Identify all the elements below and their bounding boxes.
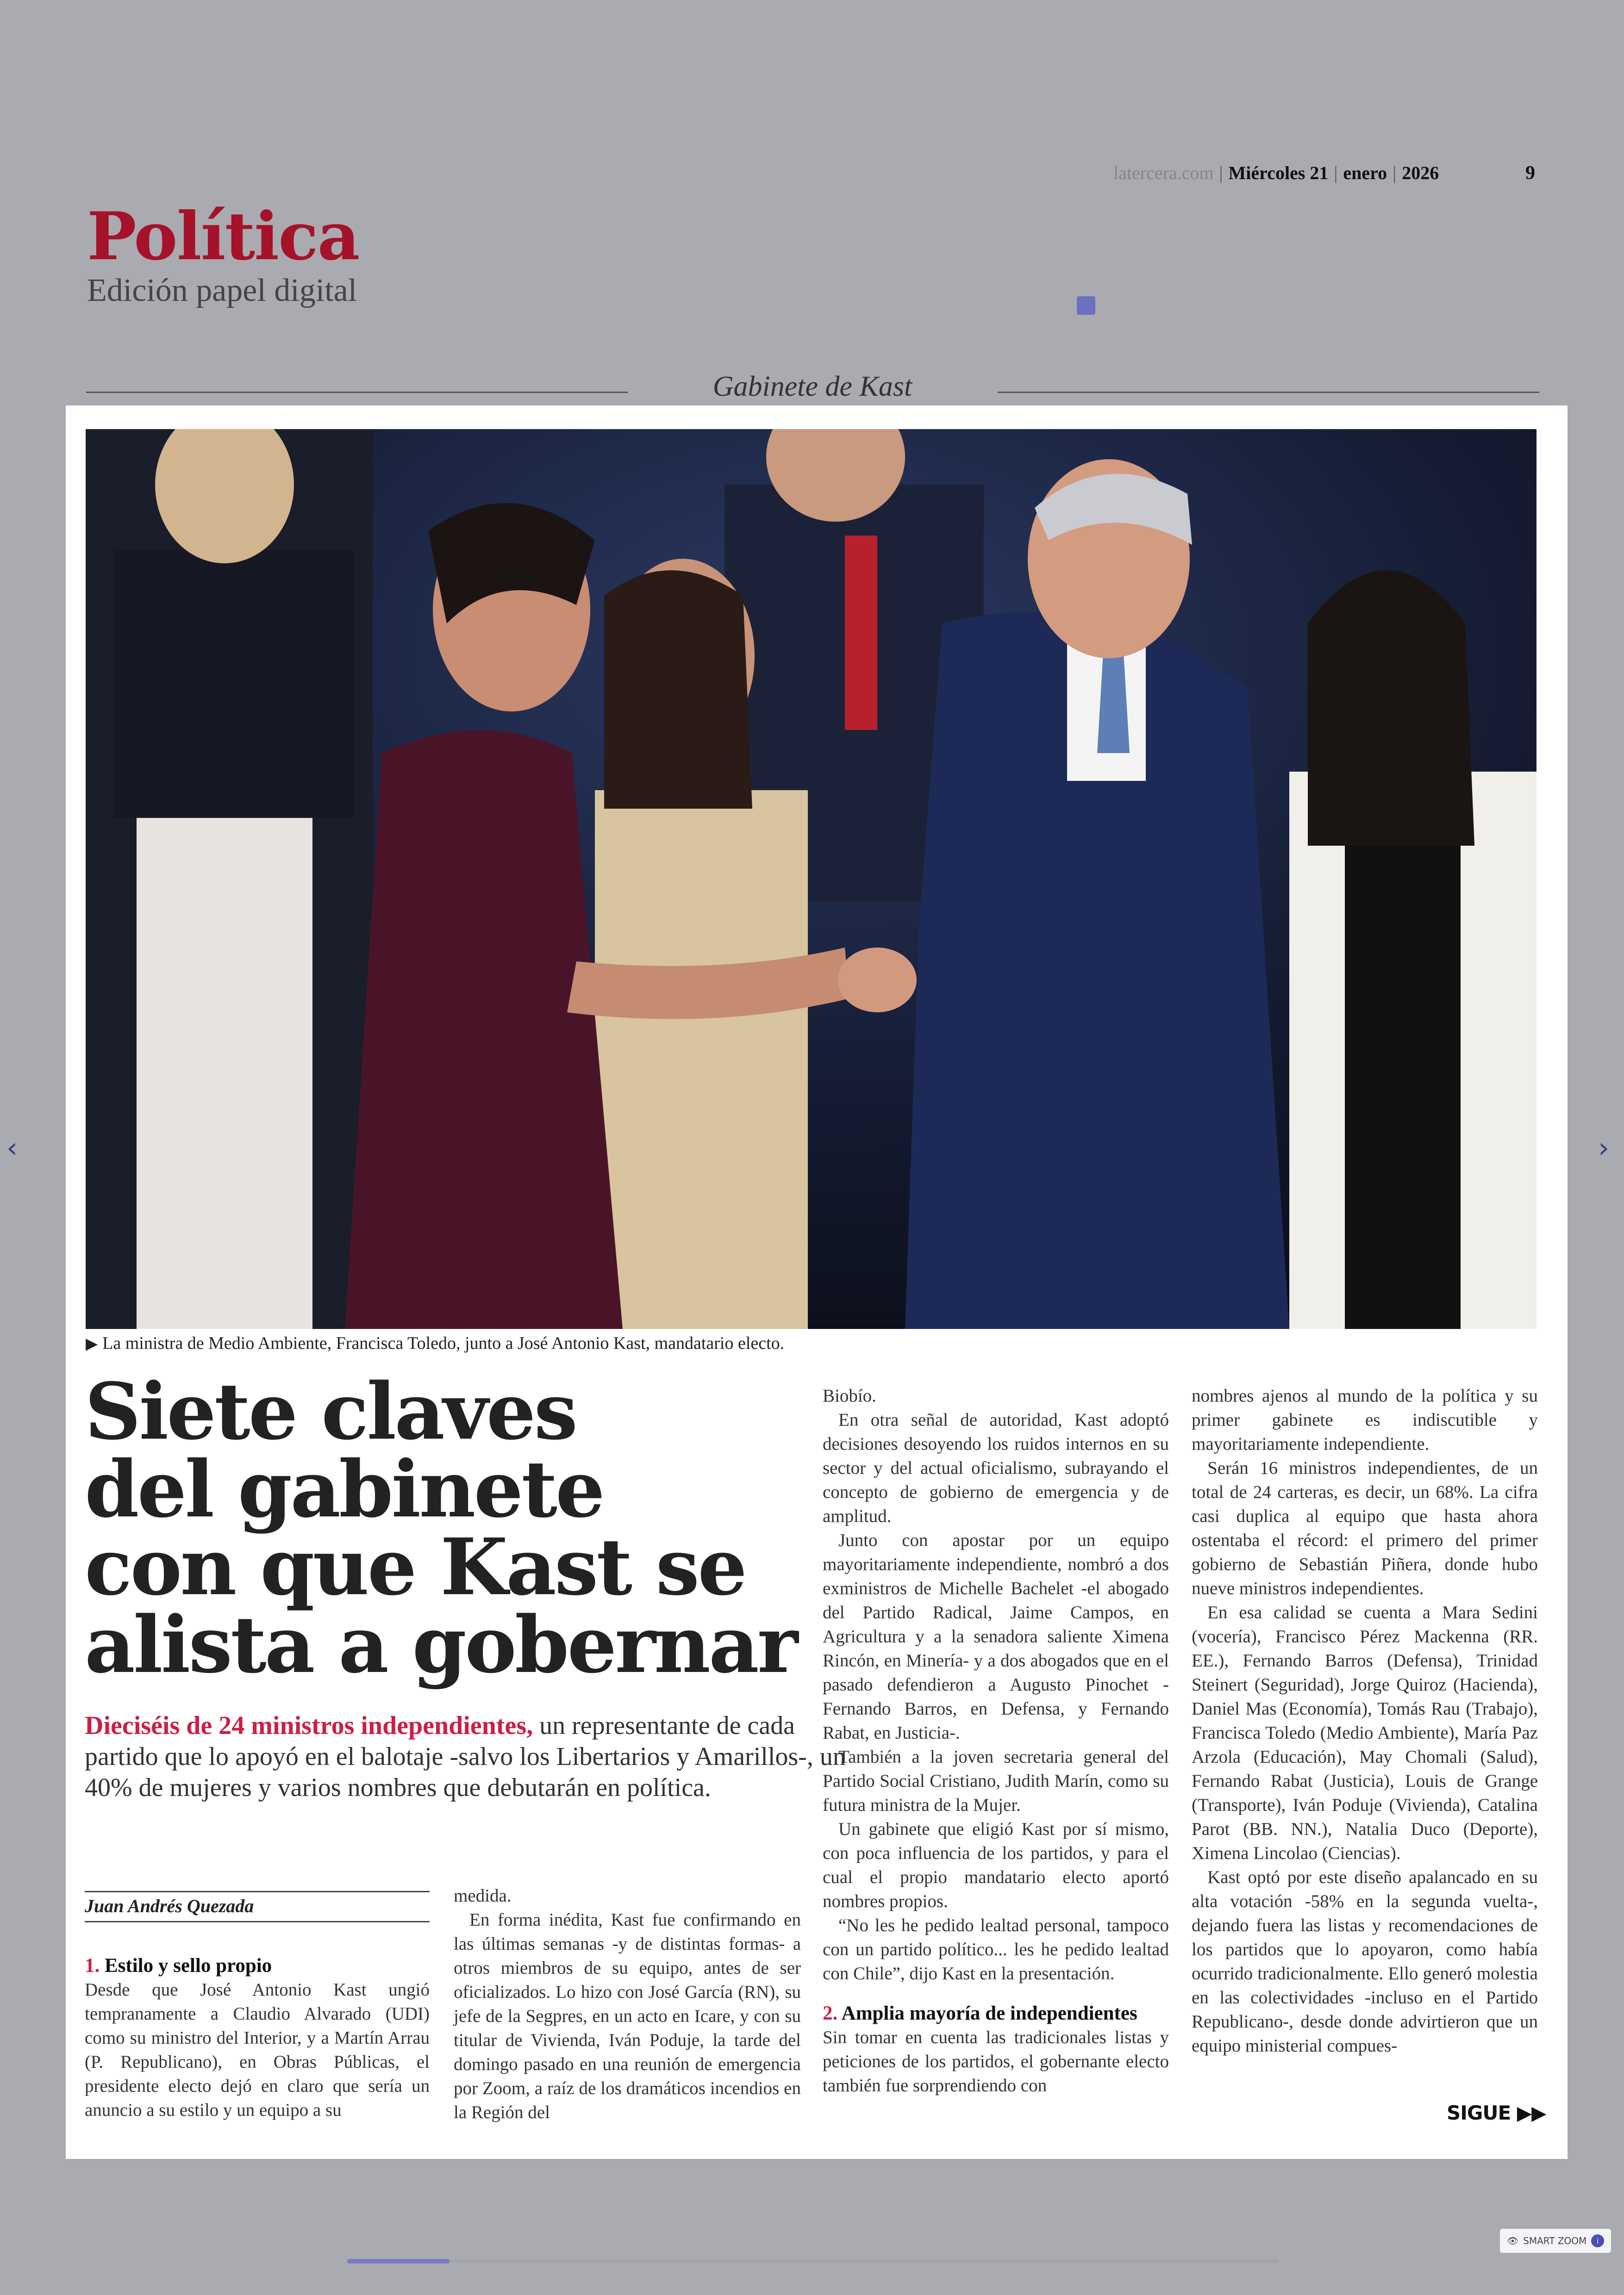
article-column-2 bbox=[454, 1884, 801, 2125]
smart-zoom-label: SMART ZOOM bbox=[1523, 2235, 1587, 2246]
site-date-line: latercera.com | Miércoles 21 | enero | 2026 bbox=[1113, 162, 1439, 183]
headline-line: del gabinete bbox=[85, 1443, 603, 1535]
paragraph: Junto con apostar por un equipo mayoritariamente independiente, nombró a dos exministros de Michelle Bachelet -el abogado del Partido Radical, Jaime Campos, en Agricultura y a la senadora saliente Ximena Rincón, en Minería- y a dos abogados que en el pasado defendieron a Augusto Pinochet -Fernando Barros, en Defensa, y Fernando Rabat, en Justicia-. bbox=[823, 1530, 1169, 1743]
photo-caption bbox=[86, 1333, 784, 1353]
topic-rule-right bbox=[998, 392, 1539, 393]
paragraph: En otra señal de autoridad, Kast adoptó decisiones desoyendo los ruidos internos en su sector y del actual oficialismo, subrayando el concepto de gobierno de emergencia y de amplitud. bbox=[823, 1410, 1169, 1526]
article-column-3 bbox=[823, 1384, 1169, 2098]
headline-line: alista a gobernar bbox=[85, 1599, 797, 1690]
deck-highlight: Dieciséis de 24 ministros independientes, bbox=[85, 1711, 533, 1740]
chevron-right-icon[interactable]: › bbox=[1598, 1132, 1609, 1164]
section-heading-2: 2. Amplia mayoría de independientes bbox=[823, 2002, 1137, 2024]
article-column-1 bbox=[85, 1954, 430, 2122]
caption-arrow-icon: ▶ bbox=[86, 1335, 98, 1353]
deck-text: un representante de cada partido que lo apoyó en el balotaje -salvo los Libertarios y Amarillos-, un 40% de mujeres y varios nombres que debutarán en política. bbox=[85, 1711, 846, 1802]
continue-label[interactable]: SIGUE ▶▶ bbox=[1447, 2102, 1546, 2124]
info-badge-icon: i bbox=[1591, 2234, 1604, 2247]
paragraph: medida. bbox=[454, 1886, 512, 1906]
caption-text: La ministra de Medio Ambiente, Francisca Toledo, junto a José Antonio Kast, mandatario electo. bbox=[102, 1334, 785, 1353]
site-domain[interactable]: latercera.com bbox=[1113, 162, 1214, 183]
byline-rule-top bbox=[85, 1891, 430, 1892]
eye-icon: 👁 bbox=[1506, 2235, 1519, 2246]
paragraph: “No les he pedido lealtad personal, tampoco con un partido político... les he pedido lealtad con Chile”, dijo Kast en la presentación. bbox=[823, 1915, 1169, 1983]
page-progress-fill bbox=[347, 2259, 450, 2264]
section-heading-1: 1. Estilo y sello propio bbox=[85, 1955, 272, 1977]
date-day: Miércoles 21 bbox=[1228, 162, 1329, 183]
paragraph: Kast optó por este diseño apalancado en su alta votación -58% en la segunda vuelta-, dejando fuera las listas y recomendaciones de los partidos que lo apoyaron, como había ocurrido tradicionalmente. Ello generó molestia en las colectividades -incluso en el Partido Republicano-, desde donde advirtieron que un equipo ministerial compues- bbox=[1192, 1867, 1538, 2056]
section-title: Política bbox=[87, 198, 359, 275]
headline-line: Siete claves bbox=[85, 1366, 576, 1457]
paragraph: En forma inédita, Kast fue confirmando en las últimas semanas -y de distintas formas- a otros miembros de su equipo, antes de ser oficializados. Lo hizo con José García (RN), su jefe de la Segpres, en un acto en Icare, y con su titular de Vivienda, Iván Poduje, la tarde del domingo pasado en una reunión de emergencia por Zoom, a raíz de los dramáticos incendios en la Región del bbox=[454, 1910, 801, 2122]
paragraph: Desde que José Antonio Kast ungió tempranamente a Claudio Alvarado (UDI) como su ministro del Interior, y a Martín Arrau (P. Republicano), en Obras Públicas, el presidente electo dejó en claro que sería un anuncio a su estilo y un equipo a su bbox=[85, 1980, 430, 2120]
date-month: enero bbox=[1343, 162, 1387, 183]
edition-subtitle: Edición papel digital bbox=[87, 273, 357, 308]
date-year: 2026 bbox=[1402, 162, 1439, 183]
paragraph: nombres ajenos al mundo de la política y su primer gabinete es indiscutible y mayoritariamente independiente. bbox=[1192, 1386, 1538, 1454]
bookmark-marker[interactable] bbox=[1077, 296, 1095, 315]
topic-label: Gabinete de Kast bbox=[712, 371, 912, 402]
page-number: 9 bbox=[1525, 162, 1535, 184]
byline: Juan Andrés Quezada bbox=[85, 1896, 254, 1916]
paragraph: En esa calidad se cuenta a Mara Sedini (vocería), Francisco Pérez Mackenna (RR. EE.), Fernando Barros (Defensa), Trinidad Steinert (Seguridad), Jorge Quiroz (Hacienda), Daniel Mas (Economía), Tomás Rau (Trabajo), Francisca Toledo (Medio Ambiente), María Paz Arzola (Educación), May Chomali (Salud), Fernando Rabat (Justicia), Louis de Grange (Transporte), Iván Poduje (Vivienda), Catalina Parot (BB. NN.), Natalia Duco (Deporte), Ximena Lincolao (Ciencias). bbox=[1192, 1603, 1538, 1863]
paragraph: Serán 16 ministros independientes, de un total de 24 carteras, es decir, un 68%. La cifra casi duplica al equipo que hasta ahora ostentaba el récord: el primero del primer gobierno de Sebastián Piñera, donde hubo nueve ministros independientes. bbox=[1192, 1458, 1538, 1598]
article-deck bbox=[85, 1710, 849, 1803]
page-progress-track[interactable] bbox=[347, 2260, 1278, 2263]
chevron-left-icon[interactable]: ‹ bbox=[6, 1132, 18, 1164]
headline-line: con que Kast se bbox=[85, 1521, 745, 1613]
article-column-4 bbox=[1192, 1384, 1538, 2058]
byline-rule-bottom bbox=[85, 1921, 430, 1922]
paragraph: Biobío. bbox=[823, 1386, 876, 1406]
article-photo bbox=[86, 429, 1537, 1329]
paragraph: Sin tomar en cuenta las tradicionales listas y peticiones de los partidos, el gobernante electo también fue sorprendiendo con bbox=[823, 2027, 1169, 2095]
article-headline bbox=[85, 1366, 821, 1690]
smart-zoom-button[interactable] bbox=[1500, 2229, 1611, 2253]
paragraph: Un gabinete que eligió Kast por sí mismo, con poca influencia de los partidos, y para el cual el propio mandatario electo aportó nombres propios. bbox=[823, 1819, 1169, 1911]
paragraph: También a la joven secretaria general del Partido Social Cristiano, Judith Marín, como su futura ministra de la Mujer. bbox=[823, 1747, 1169, 1815]
topic-rule-left bbox=[86, 392, 628, 393]
